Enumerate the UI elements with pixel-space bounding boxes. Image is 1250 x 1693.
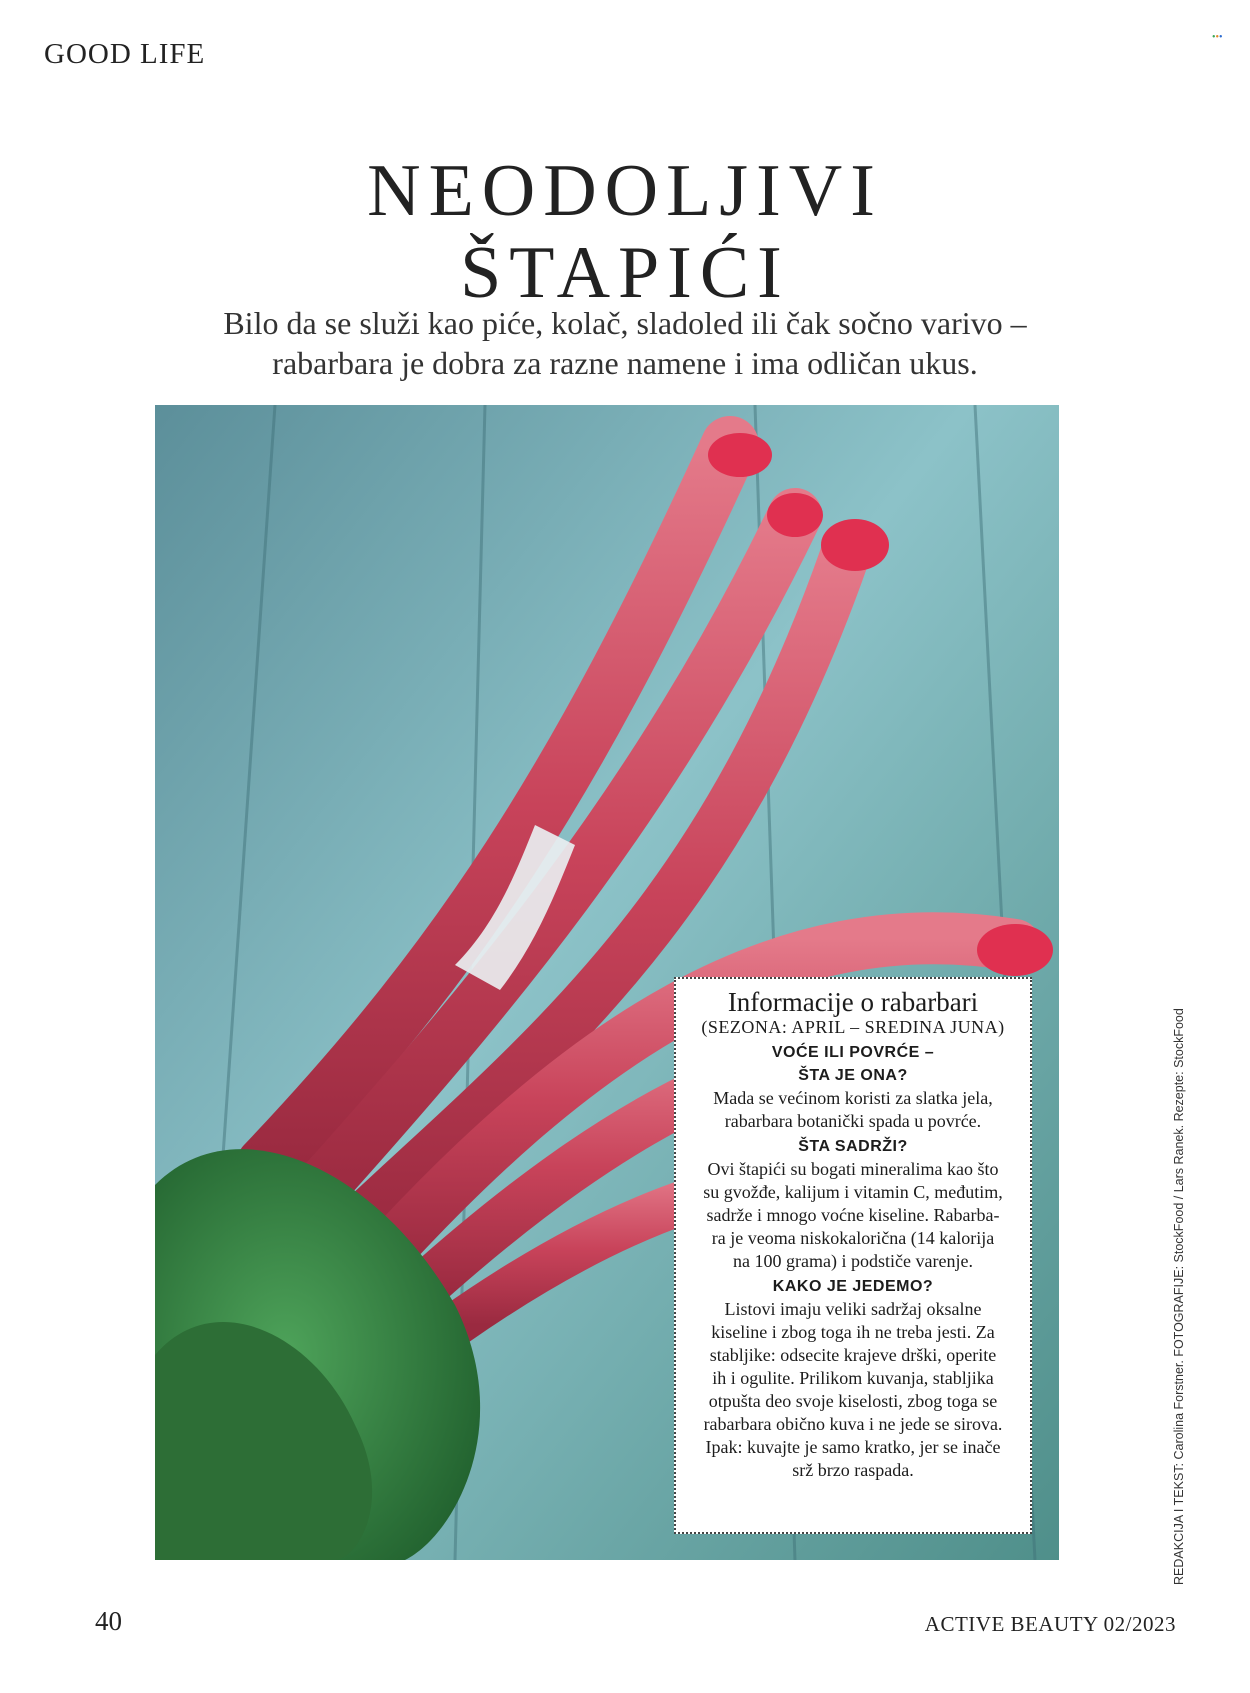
info-body-line: na 100 grama) i podstiče varenje. xyxy=(733,1251,973,1271)
info-body-line: su gvožđe, kalijum i vitamin C, međutim, xyxy=(703,1182,1003,1202)
info-body-line: stabljike: odsecite krajeve drški, operite xyxy=(709,1345,997,1365)
info-heading-line: KAKO JE JEDEMO? xyxy=(772,1278,934,1295)
info-body-line: Listovi imaju veliki sadržaj oksalne xyxy=(724,1299,982,1319)
info-box-season: (SEZONA: APRIL – SREDINA JUNA) xyxy=(701,1017,1005,1037)
info-section-fruit-or-vegetable xyxy=(686,1041,1020,1133)
info-body-line: rabarbara botanički spada u povrće. xyxy=(724,1111,982,1131)
info-body-line: sadrže i mnogo voćne kiseline. Rabarba- xyxy=(706,1205,1000,1225)
info-box-title: Informacije o rabarbari xyxy=(727,987,979,1017)
corner-logo-mark: ••• xyxy=(1212,32,1223,43)
lead-line-2: rabarbara je dobra za razne namene i ima odličan ukus. xyxy=(272,345,978,381)
info-body-line: Ipak: kuvajte je samo kratko, jer se inače xyxy=(705,1437,1001,1457)
info-body-line: Ovi štapići su bogati mineralima kao što xyxy=(707,1159,999,1179)
info-body-line: ra je veoma niskokalorična (14 kalorija xyxy=(711,1228,995,1248)
info-body-line: otpušta deo svoje kiselosti, zbog toga se xyxy=(708,1391,998,1411)
info-body-line: rabarbara obično kuva i ne jede se sirova. xyxy=(703,1414,1003,1434)
info-heading-line: VOĆE ILI POVRĆE – xyxy=(771,1044,935,1061)
info-body-line: kiseline i zbog toga ih ne treba jesti. Za xyxy=(711,1322,995,1342)
info-section-how-to-eat xyxy=(686,1275,1020,1482)
info-body xyxy=(686,1158,1020,1273)
article-title-line-1: NEODOLJIVI xyxy=(367,150,883,232)
info-heading-line: ŠTA JE ONA? xyxy=(798,1067,908,1084)
info-body xyxy=(686,1087,1020,1133)
info-body-line: ih i ogulite. Prilikom kuvanja, stabljika xyxy=(712,1368,994,1388)
info-body-line: Mada se većinom koristi za slatka jela, xyxy=(713,1088,993,1108)
info-heading-line: ŠTA SADRŽI? xyxy=(798,1138,908,1155)
info-body-line: srž brzo raspada. xyxy=(792,1460,914,1480)
magazine-issue: ACTIVE BEAUTY 02/2023 xyxy=(924,1612,1176,1636)
photo-credits: REDAKCIJA I TEKST: Carolina Forstner. FOTOGRAFIJE: StockFood / Lars Ranek. Rezepte: StockFood xyxy=(1172,1008,1186,1585)
article-title xyxy=(0,150,1250,314)
section-label: GOOD LIFE xyxy=(44,38,206,70)
lead-line-1: Bilo da se služi kao piće, kolač, sladoled ili čak sočno varivo – xyxy=(223,305,1027,341)
page-number: 40 xyxy=(95,1606,122,1636)
info-section-contents xyxy=(686,1135,1020,1273)
article-lead xyxy=(0,303,1250,383)
rhubarb-info-box xyxy=(674,977,1032,1534)
info-body xyxy=(686,1298,1020,1482)
article-title-line-2: ŠTAPIĆI xyxy=(460,232,790,314)
